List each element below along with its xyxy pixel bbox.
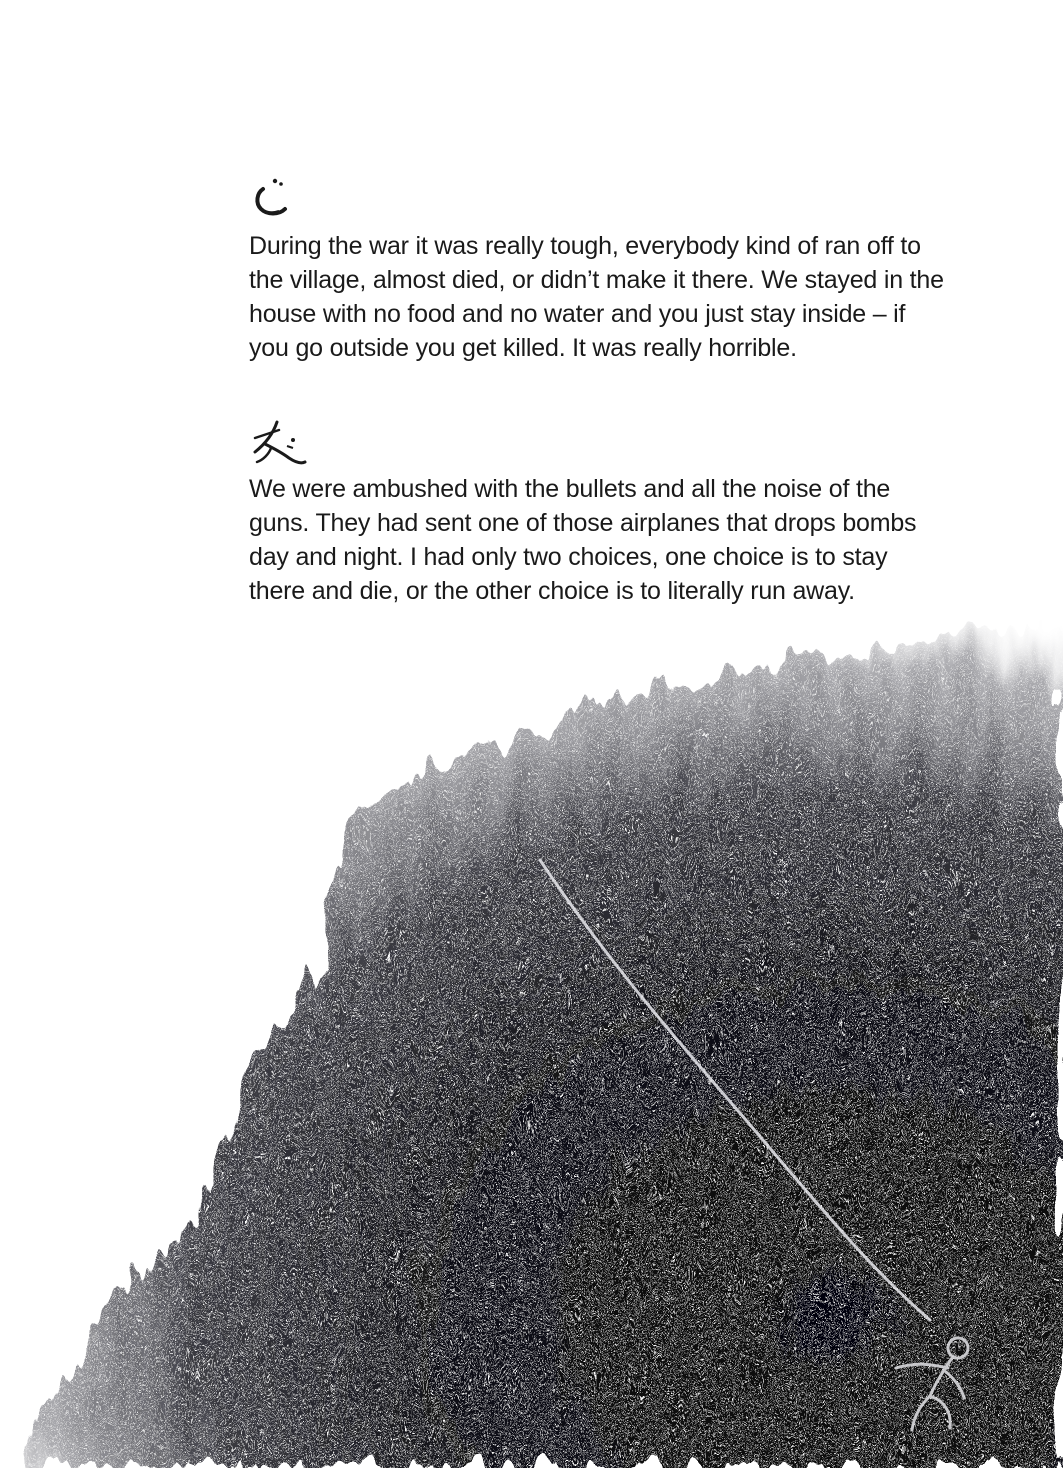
passage-text: During the war it was really tough, everybody kind of ran off to the village, almost died, or didn’t make it there. We stayed in the house with no food and no water and you just stay inside – if you go outside you get killed. It was really horrible. — [249, 232, 944, 362]
passage-text: We were ambushed with the bullets and all the noise of the guns. They had sent one of those airplanes that drops bombs day and night. I had only two choices, one choice is to stay there and die, or the other choice is to literally run away. — [249, 475, 917, 605]
passage-1 — [249, 175, 949, 365]
passage-2 — [249, 418, 949, 608]
night-sky-illustration — [0, 620, 1063, 1468]
calligraphy-figure-icon — [249, 418, 309, 470]
ink-wash — [20, 620, 1063, 1468]
calligraphy-mark-icon — [249, 175, 309, 227]
